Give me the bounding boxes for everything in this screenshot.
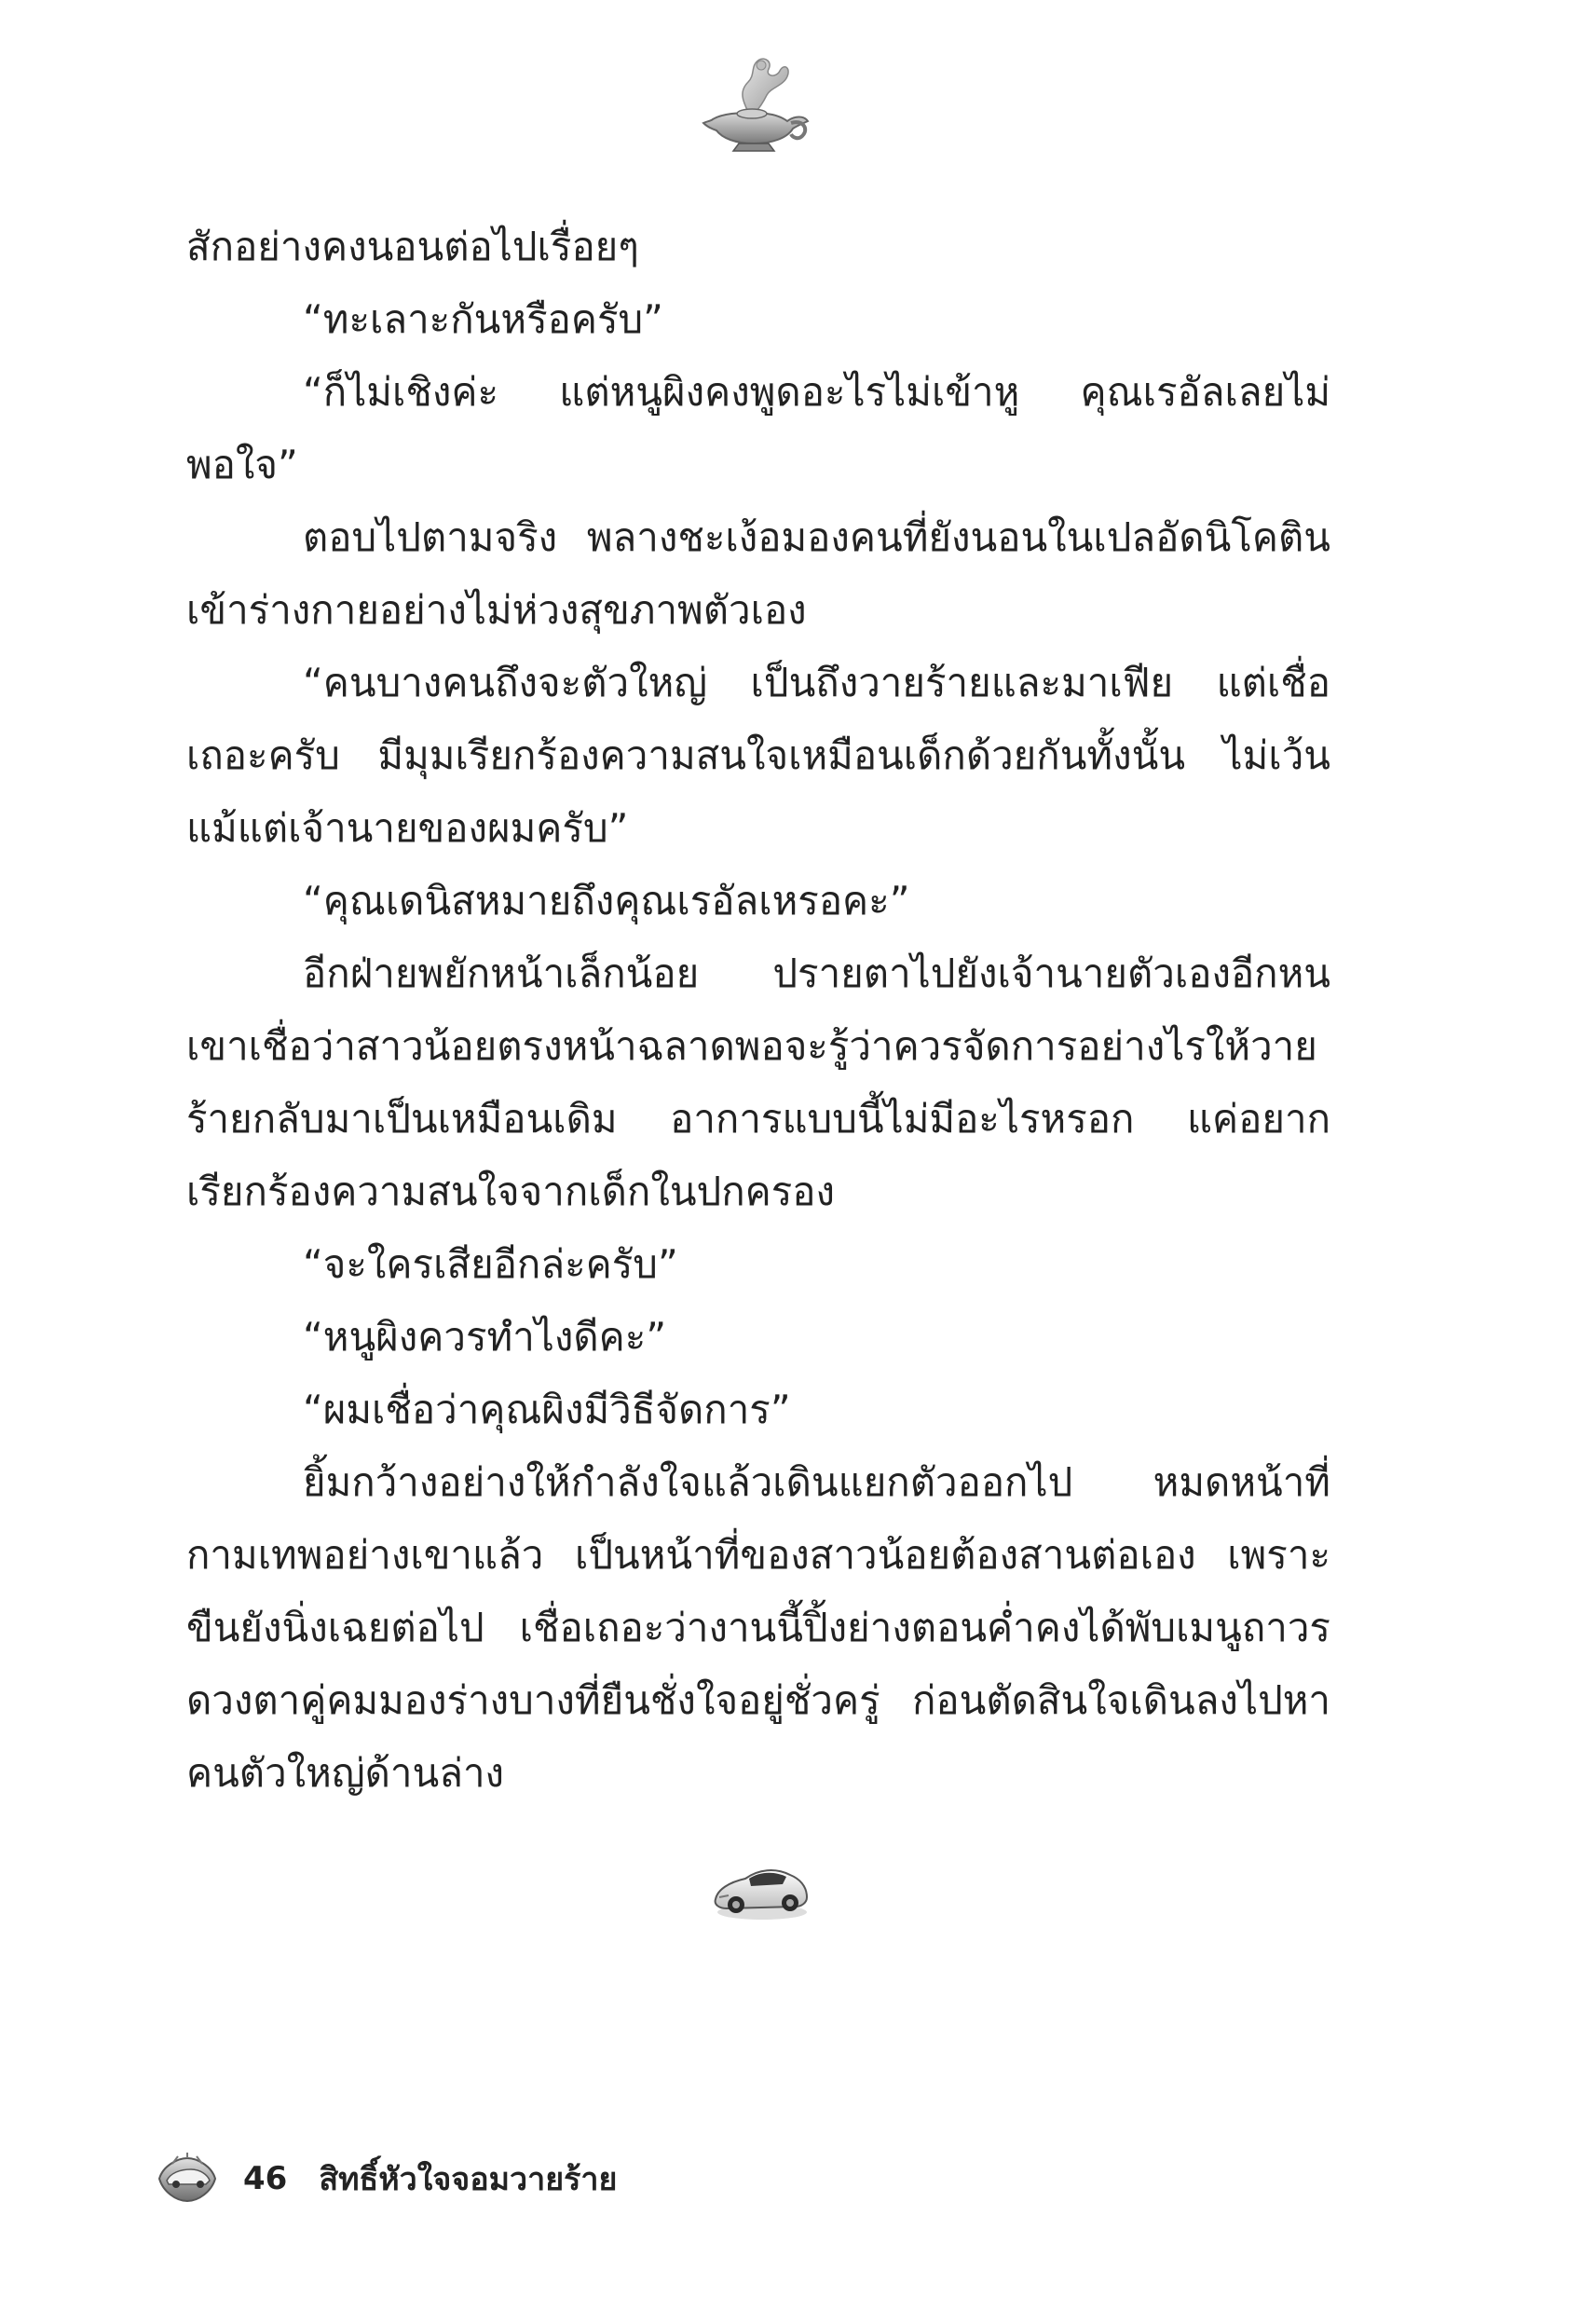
page-footer [154, 2151, 617, 2207]
sports-car-icon [708, 1854, 812, 1929]
car-badge-icon [154, 2151, 221, 2207]
paragraph: “ผมเชื่อว่าคุณผิงมีวิธีจัดการ” [303, 1387, 791, 1432]
paragraph: ยิ้มกว้างอย่างให้กำลังใจแล้วเดินแยกตัวออกไป หมดหน้าที่กามเทพอย่างเขาแล้ว เป็นหน้าที่ของสาวน้อยต้องสานต่อเอง เพราะขืนยังนิ่งเฉยต่อไป เชื่อเถอะว่างานนี้ปิ้งย่างตอนค่ำคงได้พับเมนูถาวร ดวงตาคู่คมมองร่างบางที่ยืนชั่งใจอยู่ชั่วครู่ ก่อนตัดสินใจเดินลงไปหาคนตัวใหญ่ด้านล่าง [186, 1459, 1330, 1796]
paragraph: “หนูผิงควรทำไงดีคะ” [303, 1314, 667, 1360]
paragraph: “ทะเลาะกันหรือครับ” [303, 296, 663, 342]
paragraph: ตอบไปตามจริง พลางชะเง้อมองคนที่ยังนอนในเปลอัดนิโคติน เข้าร่างกายอย่างไม่ห่วงสุขภาพตัวเอง [186, 514, 1330, 633]
paragraph: “จะใครเสียอีกล่ะครับ” [303, 1241, 678, 1287]
paragraph: “คุณเดนิสหมายถึงคุณเรอัลเหรอคะ” [303, 878, 910, 923]
body-text [186, 211, 1330, 1810]
book-title: สิทธิ์หัวใจจอมวายร้าย [319, 2161, 618, 2198]
genie-lamp-icon [694, 54, 815, 157]
paragraph: “ก็ไม่เชิงค่ะ แต่หนูผิงคงพูดอะไรไม่เข้าหู คุณเรอัลเลยไม่พอใจ” [186, 369, 1330, 487]
paragraph: อีกฝ่ายพยักหน้าเล็กน้อย ปรายตาไปยังเจ้านายตัวเองอีกหน เขาเชื่อว่าสาวน้อยตรงหน้าฉลาดพอจะรู้ว่าควรจัดการอย่างไรให้วายร้ายกลับมาเป็นเหมือนเดิม อาการแบบนี้ไม่มีอะไรหรอก แค่อยากเรียกร้องความสนใจจากเด็กในปกครอง [186, 950, 1330, 1214]
paragraph: “คนบางคนถึงจะตัวใหญ่ เป็นถึงวายร้ายและมาเฟีย แต่เชื่อเถอะครับ มีมุมเรียกร้องความสนใจเหมือนเด็กด้วยกันทั้งนั้น ไม่เว้นแม้แต่เจ้านายของผมครับ” [186, 660, 1330, 851]
paragraph: สักอย่างคงนอนต่อไปเรื่อยๆ [186, 224, 639, 269]
page-number: 46 [243, 2160, 288, 2197]
